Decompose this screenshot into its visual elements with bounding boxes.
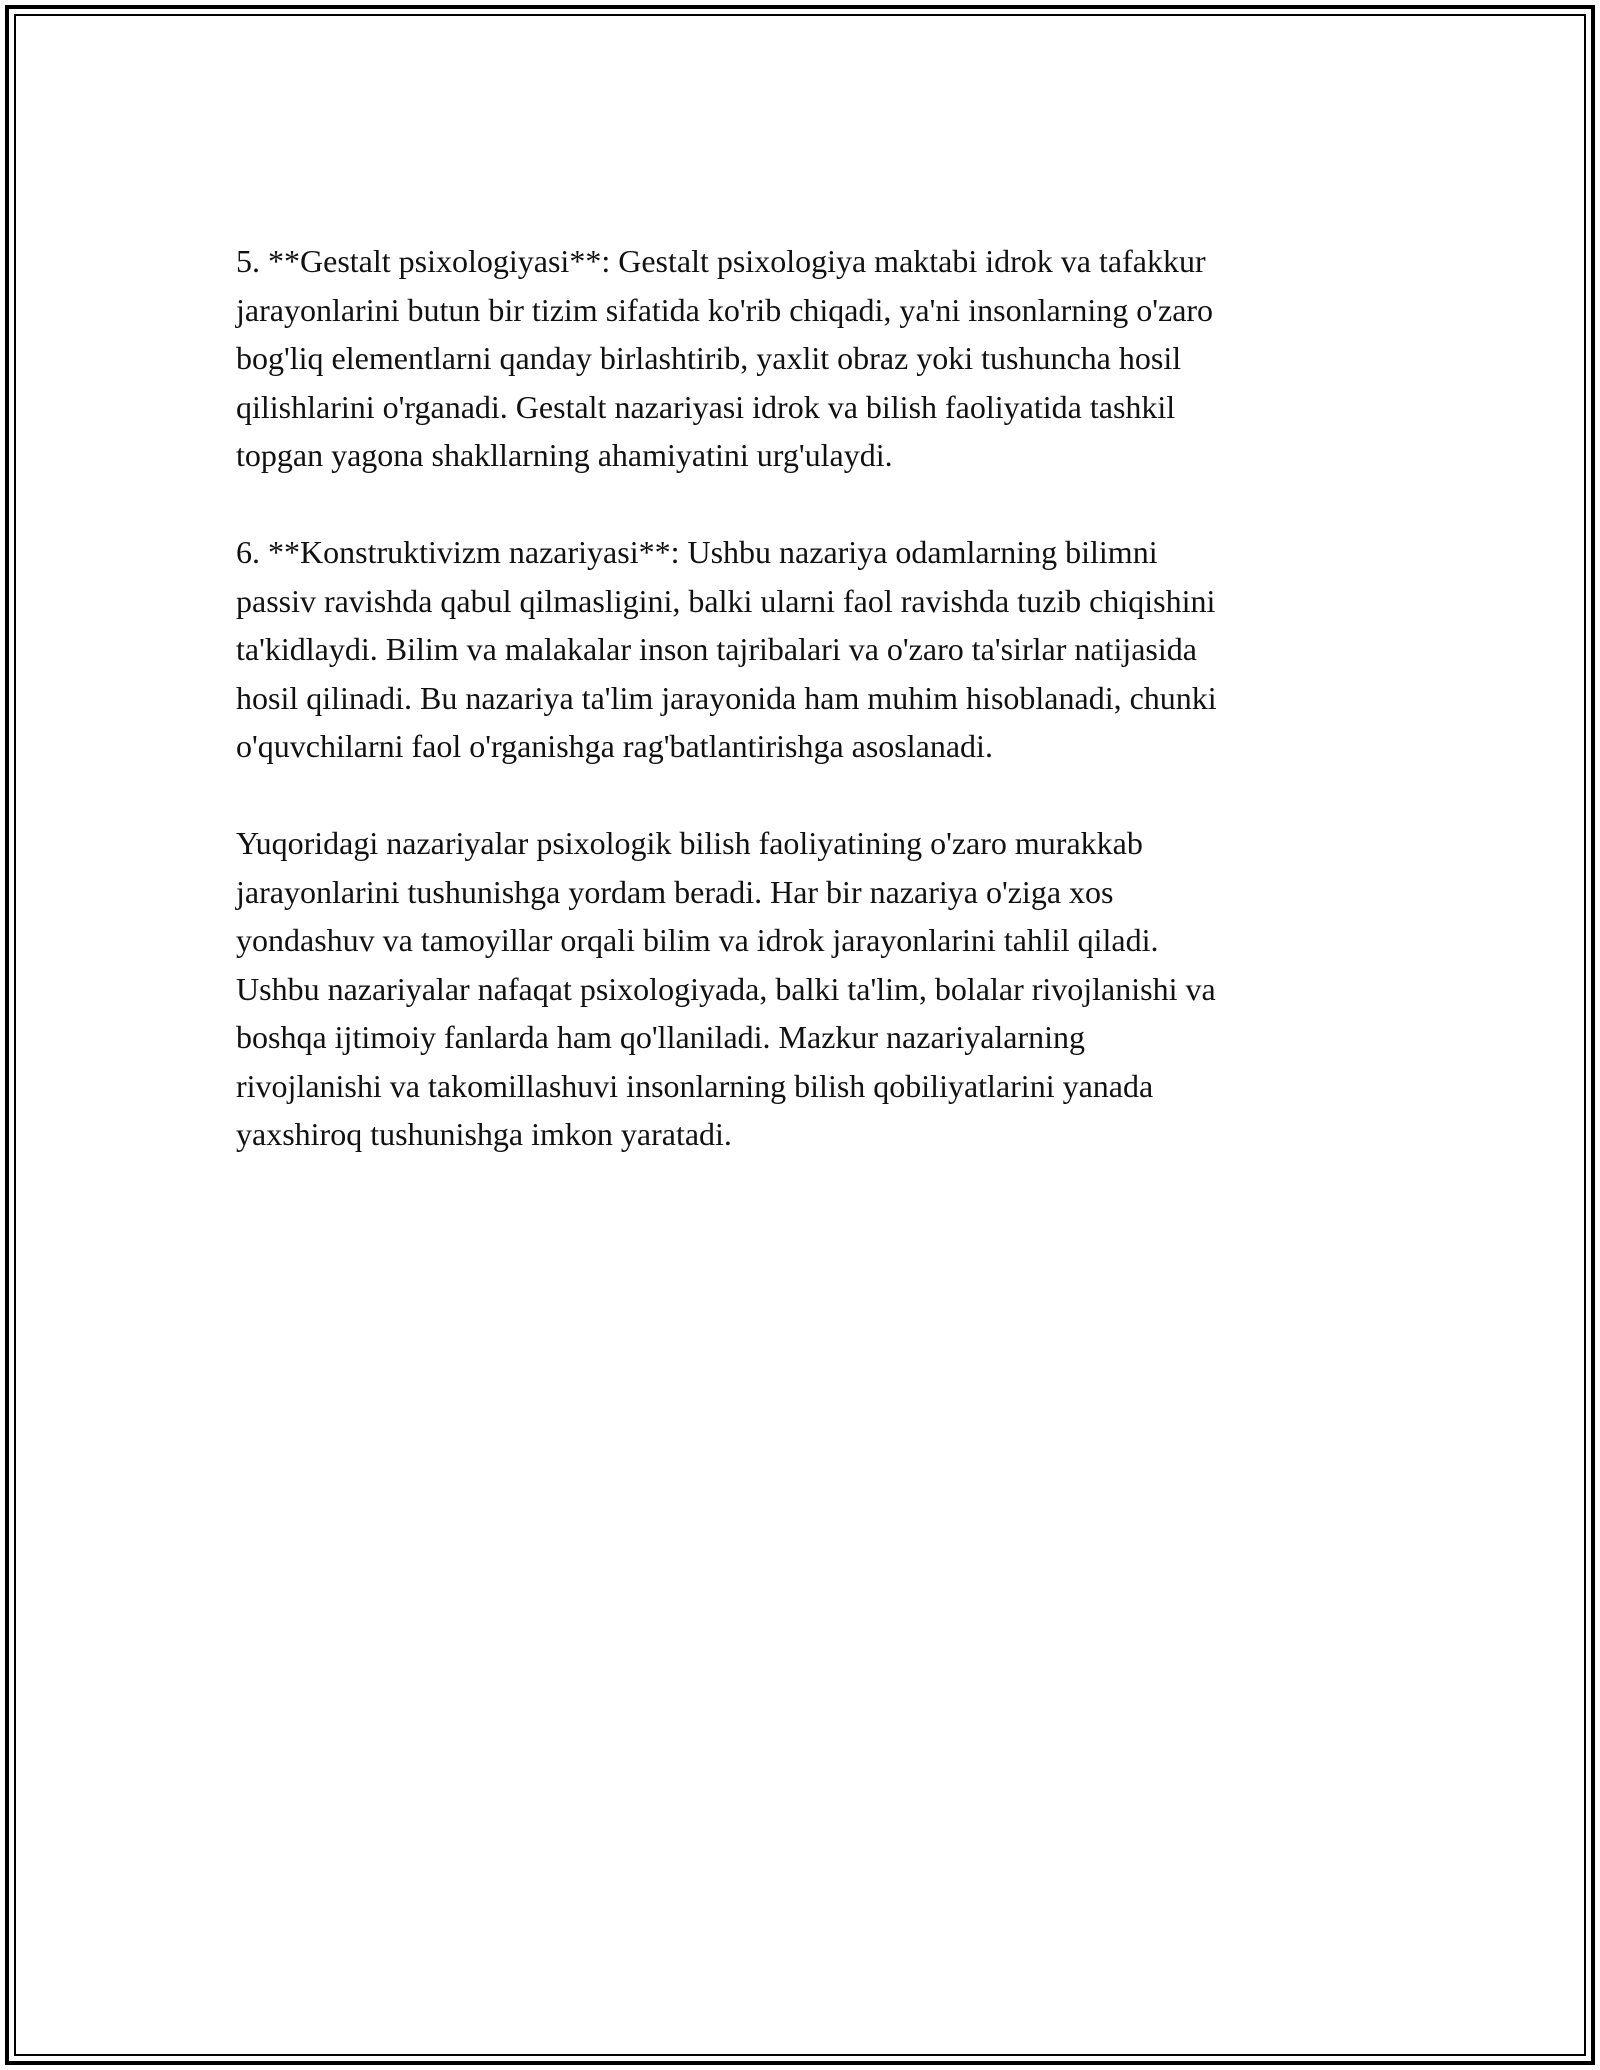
paragraph-konstruktivizm: 6. **Konstruktivizm nazariyasi**: Ushbu nazariya odamlarning bilimni passiv ravishda qabul qilmasligini, balki ularni faol ravishda tuzib chiqishini ta'kidlaydi. Bilim va malakalar inson tajribalari va o'zaro ta'sirlar natijasida hosil qilinadi. Bu nazariya ta'lim jarayonida ham muhim hisoblanadi, chunki o'quvchilarni faol o'rganishga rag'batlantirishga asoslanadi. (236, 534, 1217, 764)
paragraph-conclusion: Yuqoridagi nazariyalar psixologik bilish faoliyatining o'zaro murakkab jarayonlarini tushunishga yordam beradi. Har bir nazariya o'ziga xos yondashuv va tamoyillar orqali bilim va idrok jarayonlarini tahlil qiladi. Ushbu nazariyalar nafaqat psixologiyada, balki ta'lim, bolalar rivojlanishi va boshqa ijtimoiy fanlarda ham qo'llaniladi. Mazkur nazariyalarning rivojlanishi va takomillashuvi insonlarning bilish qobiliyatlarini yanada yaxshiroq tushunishga imkon yaratadi. (236, 825, 1216, 1152)
paragraph-gestalt: 5. **Gestalt psixologiyasi**: Gestalt psixologiya maktabi idrok va tafakkur jarayonlarini butun bir tizim sifatida ko'rib chiqadi, ya'ni insonlarning o'zaro bog'liq elementlarni qanday birlashtirib, yaxlit obraz yoki tushuncha hosil qilishlarini o'rganadi. Gestalt nazariyasi idrok va bilish faoliyatida tashkil topgan yagona shakllarning ahamiyatini urg'ulaydi. (236, 243, 1214, 473)
document-body (236, 237, 1366, 1207)
